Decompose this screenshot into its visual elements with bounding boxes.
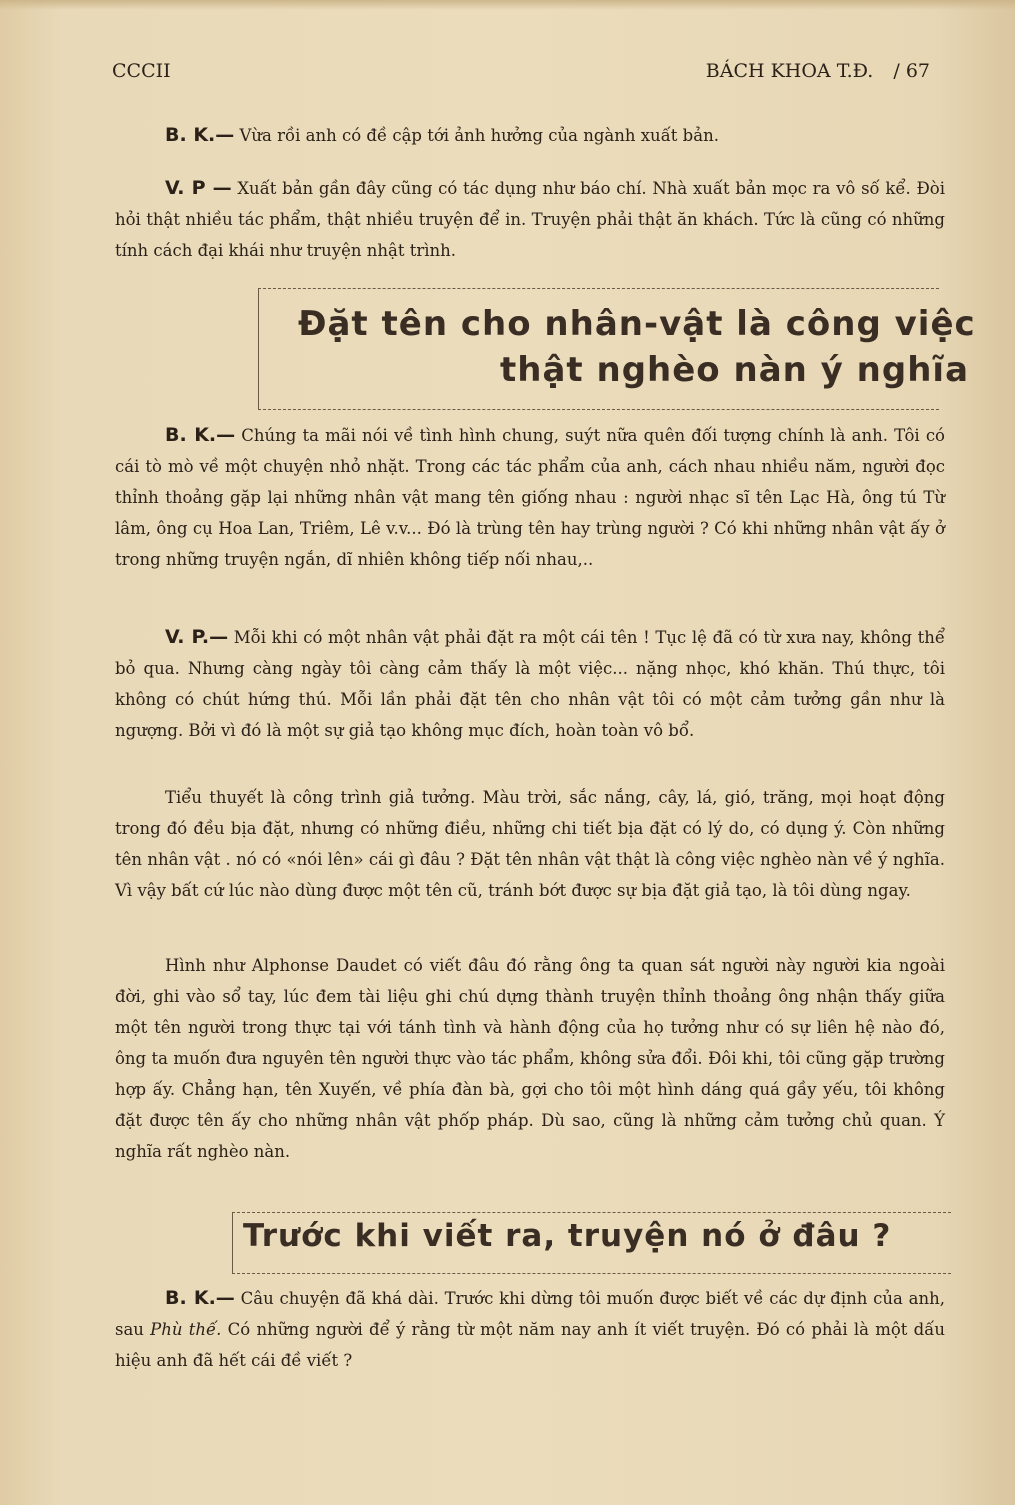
section-heading-line1: Đặt tên cho nhân-vật là công việc	[298, 304, 976, 344]
paragraph-text: Tiểu thuyết là công trình giả tưởng. Màu trời, sắc nắng, cây, lá, gió, trăng, mọi hoạt động trong đó đều bịa đặt, nhưng có những điều, những chi tiết bịa đặt có lý do, có dụng ý. Còn những tên nhân vật . nó có «nói lên» cái gì đâu ? Đặt tên nhân vật thật là công việc nghèo nàn về ý nghĩa. Vì vậy bất cứ lúc nào dùng được một tên cũ, tránh bớt được sự bịa đặt giả tạo, là tôi dùng ngay.	[115, 788, 945, 900]
section-number: CCCII	[112, 60, 171, 82]
paragraph-text: Câu chuyện đã khá dài. Trước khi dừng tôi muốn được biết về các dự định của anh, sau	[115, 1289, 945, 1339]
paragraph-text: Có những người để ý rằng từ một năm nay anh ít viết truyện. Đó có phải là một dấu hiệu anh đã hết cái đề viết ?	[115, 1320, 945, 1370]
paragraph-text: Hình như Alphonse Daudet có viết đâu đó rằng ông ta quan sát người này người kia ngoài đời, ghi vào sổ tay, lúc đem tài liệu ghi chú dựng thành truyện thỉnh thoảng ông nhận thấy giữa một tên người trong thực tại với tánh tình và hành động của họ tưởng như có sự liên hệ nào đó, ông ta muốn đưa nguyên tên người thực vào tác phẩm, không sửa đổi. Đôi khi, tôi cũng gặp trường hợp ấy. Chẳng hạn, tên Xuyến, về phía đàn bà, gợi cho tôi một hình dáng quá gầy yếu, tôi không đặt được tên ấy cho những nhân vật phốp pháp. Dù sao, cũng là những cảm tưởng chủ quan. Ý nghĩa rất nghèo nàn.	[115, 956, 945, 1161]
speaker-label: B. K.—	[165, 424, 236, 446]
book-title: Phù thế.	[150, 1320, 222, 1339]
paragraph	[115, 1283, 945, 1376]
speaker-label: B. K.—	[165, 124, 235, 146]
publication-name: BÁCH KHOA T.Đ.	[705, 60, 874, 82]
paragraph	[115, 782, 945, 906]
paragraph	[115, 173, 945, 266]
speaker-label: V. P.—	[165, 626, 229, 648]
paragraph	[115, 622, 945, 746]
speaker-label: B. K.—	[165, 1287, 235, 1309]
paragraph	[115, 950, 945, 1167]
paragraph-text: Vừa rồi anh có đề cập tới ảnh hưởng của ngành xuất bản.	[234, 126, 719, 145]
page-number: / 67	[893, 60, 930, 82]
section-heading: Trước khi viết ra, truyện nó ở đâu ?	[243, 1218, 892, 1254]
paragraph	[115, 120, 945, 151]
page-header-right	[706, 60, 930, 82]
paper-edge	[0, 0, 1015, 10]
paragraph-text: Mỗi khi có một nhân vật phải đặt ra một cái tên ! Tục lệ đã có từ xưa nay, không thể bỏ qua. Nhưng càng ngày tôi càng cảm thấy là một việc... nặng nhọc, khó khăn. Thú thực, tôi không có chút hứng thú. Mỗi lần phải đặt tên cho nhân vật tôi có một cảm tưởng gần như là ngượng. Bởi vì đó là một sự giả tạo không mục đích, hoàn toàn vô bổ.	[115, 628, 945, 740]
paragraph	[115, 420, 945, 575]
section-heading-line2: thật nghèo nàn ý nghĩa	[500, 350, 970, 390]
running-header	[112, 60, 930, 90]
speaker-label: V. P —	[165, 177, 232, 199]
paragraph-text: Chúng ta mãi nói về tình hình chung, suýt nữa quên đối tượng chính là anh. Tôi có cái tò mò về một chuyện nhỏ nhặt. Trong các tác phẩm của anh, cách nhau nhiều năm, người đọc thỉnh thoảng gặp lại những nhân vật mang tên giống nhau : người nhạc sĩ tên Lạc Hà, ông tú Từ lâm, ông cụ Hoa Lan, Triêm, Lê v.v... Đó là trùng tên hay trùng người ? Có khi những nhân vật ấy ở trong những truyện ngắn, dĩ nhiên không tiếp nối nhau,..	[115, 426, 945, 569]
paragraph-text: Xuất bản gần đây cũng có tác dụng như báo chí. Nhà xuất bản mọc ra vô số kể. Đòi hỏi thật nhiều tác phẩm, thật nhiều truyện để in. Truyện phải thật ăn khách. Tức là cũng có những tính cách đại khái như truyện nhật trình.	[115, 179, 945, 260]
